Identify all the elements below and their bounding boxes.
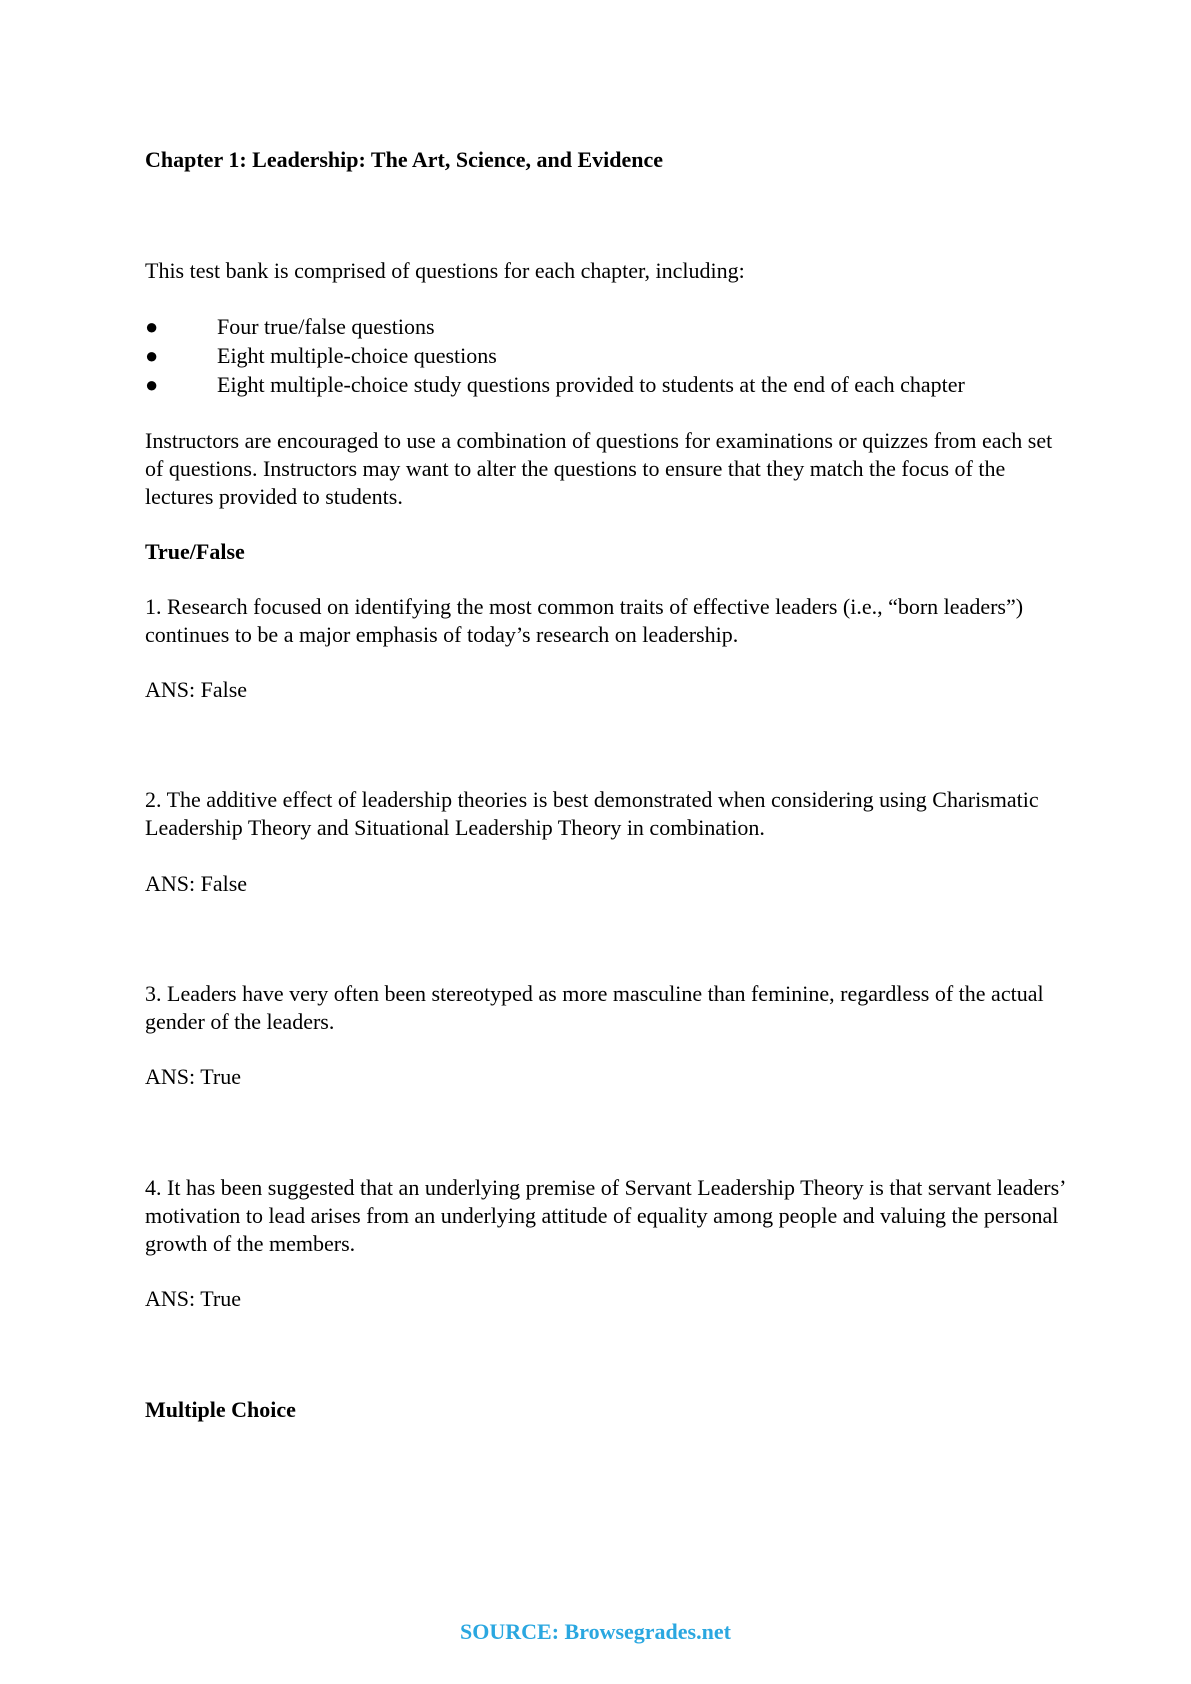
bullet-text: Eight multiple-choice questions bbox=[217, 343, 497, 368]
question-2: 2. The additive effect of leadership theories is best demonstrated when considering using Charismatic Leadership Theory and Situational Leadership Theory in combination. bbox=[145, 787, 1039, 840]
bullet-text: Eight multiple-choice study questions provided to students at the end of each chapter bbox=[217, 372, 965, 397]
intro-paragraph: This test bank is comprised of questions for each chapter, including: bbox=[145, 258, 745, 283]
answer-2: ANS: False bbox=[145, 871, 248, 896]
instructions-paragraph: Instructors are encouraged to use a combination of questions for examinations or quizzes from each set of questions. Instructors may want to alter the questions to ensure that they match the focus of the lectures provided to students. bbox=[145, 428, 1053, 509]
answer-4: ANS: True bbox=[145, 1286, 241, 1311]
source-footer: SOURCE: Browsegrades.net bbox=[460, 1619, 731, 1644]
question-3: 3. Leaders have very often been stereotyped as more masculine than feminine, regardless of the actual gender of the leaders. bbox=[145, 981, 1044, 1034]
bullet-icon: ● bbox=[145, 343, 159, 368]
question-4: 4. It has been suggested that an underlying premise of Servant Leadership Theory is that servant leaders’ motivation to lead arises from an underlying attitude of equality among people and valuing the personal growth of the members. bbox=[145, 1175, 1065, 1256]
bullet-text: Four true/false questions bbox=[217, 314, 435, 339]
list-item bbox=[145, 313, 1075, 341]
answer-3: ANS: True bbox=[145, 1064, 241, 1089]
chapter-title: Chapter 1: Leadership: The Art, Science, and Evidence bbox=[145, 147, 664, 172]
bullet-icon: ● bbox=[145, 372, 159, 397]
answer-1: ANS: False bbox=[145, 677, 248, 702]
list-item bbox=[145, 371, 1075, 399]
true-false-heading: True/False bbox=[145, 539, 245, 564]
multiple-choice-heading: Multiple Choice bbox=[145, 1397, 296, 1422]
list-item bbox=[145, 342, 1075, 370]
bullet-icon: ● bbox=[145, 314, 159, 339]
question-1: 1. Research focused on identifying the most common traits of effective leaders (i.e., “born leaders”) continues to be a major emphasis of today’s research on leadership. bbox=[145, 594, 1024, 647]
